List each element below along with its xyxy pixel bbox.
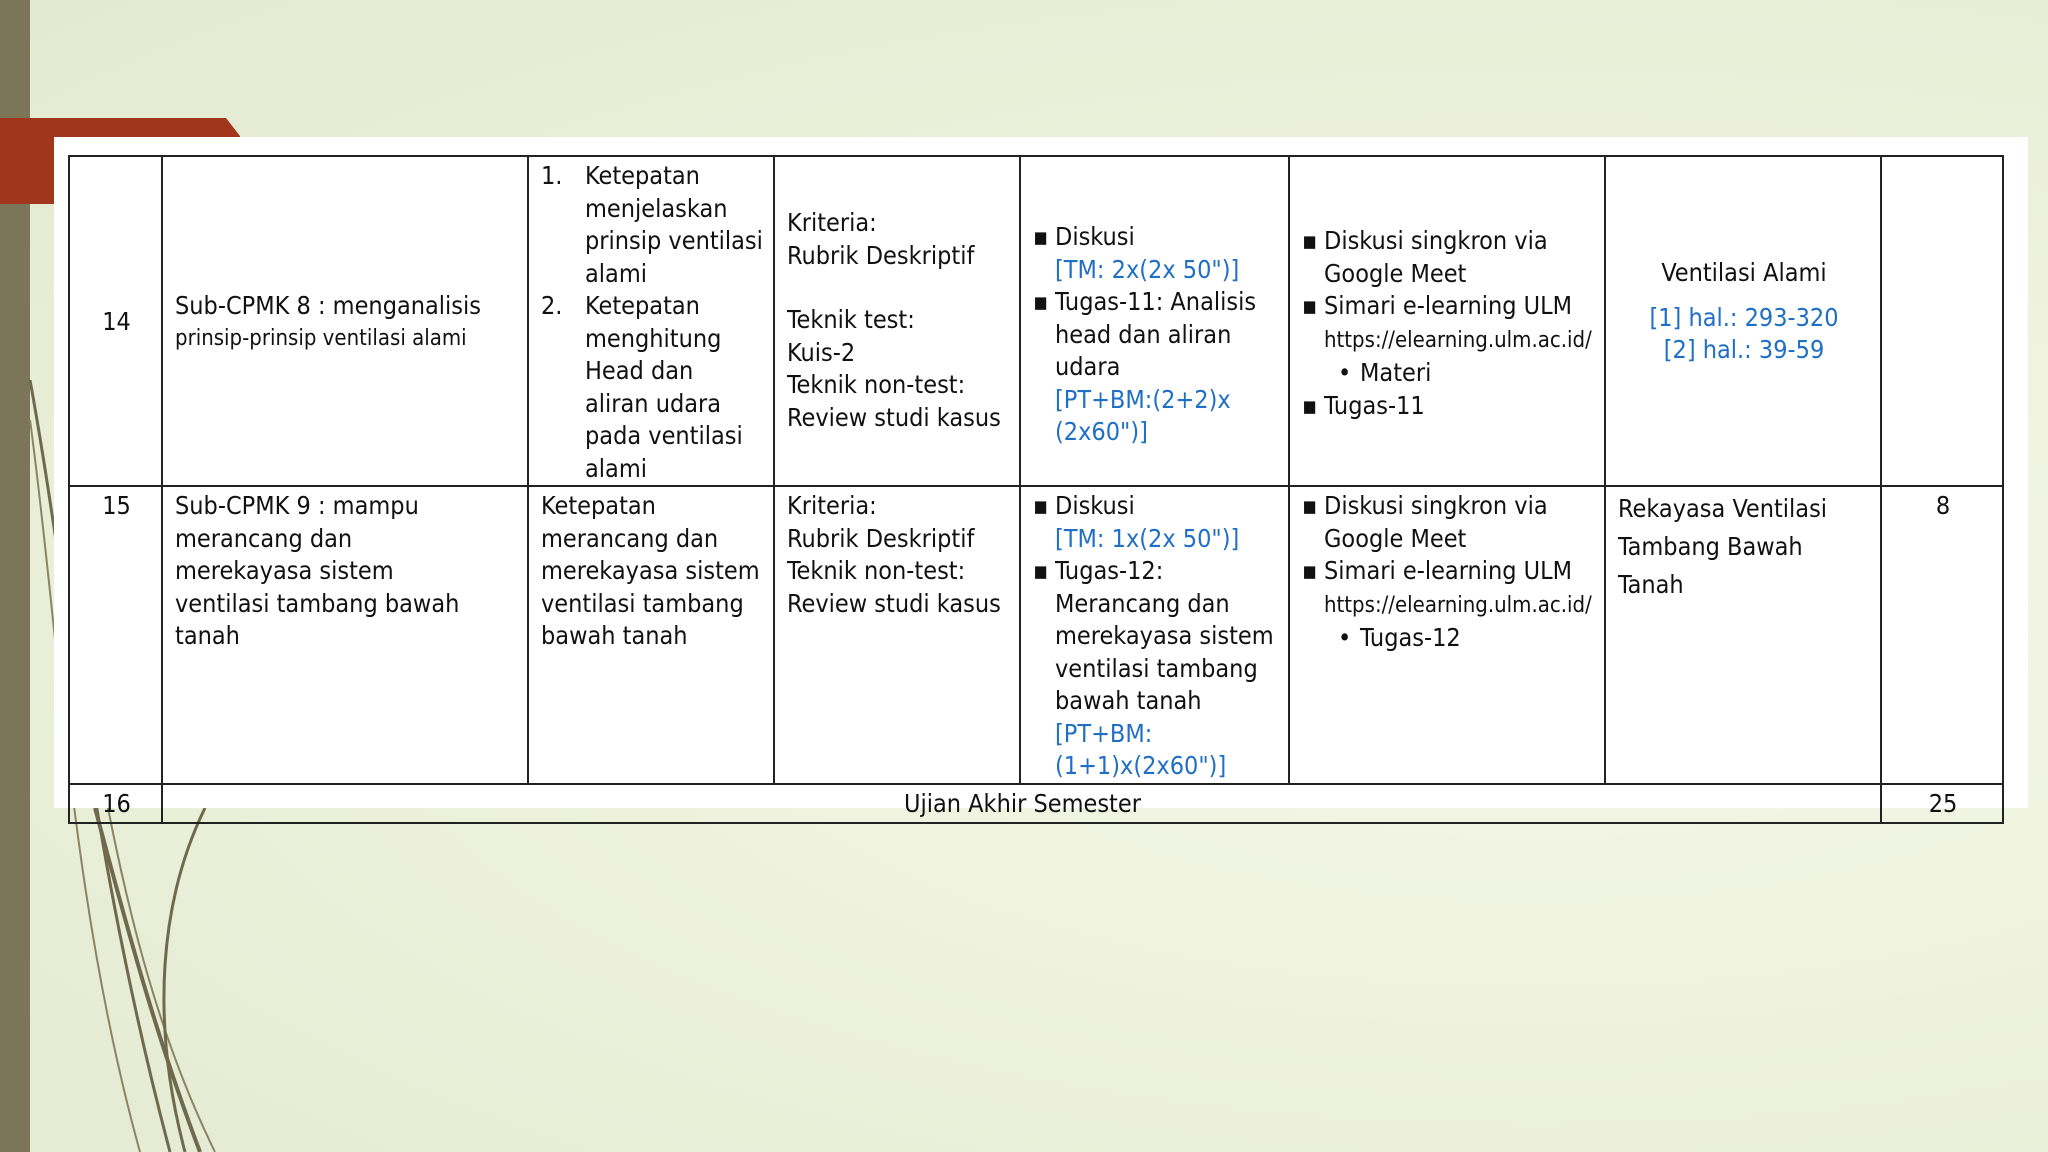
learning-method-cell [1020, 156, 1289, 486]
online-learning-cell [1289, 486, 1605, 784]
material-cell: Rekayasa Ventilasi Tambang Bawah Tanah [1605, 486, 1881, 784]
learning-item: ▪ Diskusi [TM: 1x(2x 50")] [1033, 490, 1278, 555]
indicator-cell: Ketepatan merancang dan merekayasa sistem ventilasi tambang bawah tanah [528, 486, 774, 784]
reference: [2] hal.: 39-59 [1663, 335, 1825, 364]
table-row [69, 156, 2003, 486]
exam-label: Ujian Akhir Semester [162, 784, 1881, 823]
sub-cpmk-cell [162, 156, 528, 486]
weight-cell [1881, 156, 2003, 486]
elearning-link[interactable]: https://elearning.ulm.ac.id/ [1324, 327, 1592, 353]
indicator-item: 1. Ketepatan menjelaskan prinsip ventilasi alami [541, 161, 763, 288]
table-row [69, 784, 2003, 823]
weight-cell: 8 [1881, 486, 2003, 784]
sub-cpmk-detail: prinsip-prinsip ventilasi alami [175, 325, 467, 351]
online-item: ▪ Tugas-11 [1302, 390, 1594, 423]
indicator-item: 2. Ketepatan menghitung Head dan aliran udara pada ventilasi alami [541, 291, 743, 483]
material-cell [1605, 156, 1881, 486]
assessment-cell: Kriteria: Rubrik Deskriptif Teknik test: Kuis-2 Teknik non-test: Review studi kasus [774, 156, 1020, 486]
weight-cell: 25 [1881, 784, 2003, 823]
online-item: ▪ Simari e-learning ULM https://elearning.ulm.ac.id/ • Materi [1302, 290, 1594, 390]
week-number: 15 [69, 486, 162, 784]
online-subitem: • Materi [1338, 357, 1594, 390]
sub-cpmk-cell: Sub-CPMK 9 : mampu merancang dan merekayasa sistem ventilasi tambang bawah tanah [162, 486, 528, 784]
reference: [1] hal.: 293-320 [1649, 302, 1839, 332]
rps-table [68, 155, 2004, 824]
learning-item: ▪ Tugas-11: Analisis head dan aliran udara [PT+BM:(2+2)x (2x60")] [1033, 286, 1278, 449]
online-learning-cell [1289, 156, 1605, 486]
sub-cpmk-title: Sub-CPMK 8 : menganalisis [175, 291, 481, 320]
material-title: Ventilasi Alami [1661, 258, 1827, 287]
learning-method-cell [1020, 486, 1289, 784]
indicator-cell [528, 156, 774, 486]
week-number: 16 [69, 784, 162, 823]
online-item: ▪ Diskusi singkron via Google Meet [1302, 490, 1594, 555]
assessment-cell: Kriteria: Rubrik Deskriptif Teknik non-test: Review studi kasus [774, 486, 1020, 784]
slide-content [54, 137, 2028, 819]
learning-item: ▪ Diskusi [TM: 2x(2x 50")] [1033, 221, 1278, 286]
online-item: ▪ Diskusi singkron via Google Meet [1302, 225, 1594, 290]
elearning-link[interactable]: https://elearning.ulm.ac.id/ [1324, 592, 1592, 618]
learning-item: ▪ Tugas-12: Merancang dan merekayasa sistem ventilasi tambang bawah tanah [PT+BM:(1+1)x(2x60")] [1033, 555, 1278, 783]
online-subitem: • Tugas-12 [1338, 622, 1594, 655]
table-row [69, 486, 2003, 784]
online-item: ▪ Simari e-learning ULM https://elearning.ulm.ac.id/ • Tugas-12 [1302, 555, 1594, 655]
week-number: 14 [69, 156, 162, 486]
